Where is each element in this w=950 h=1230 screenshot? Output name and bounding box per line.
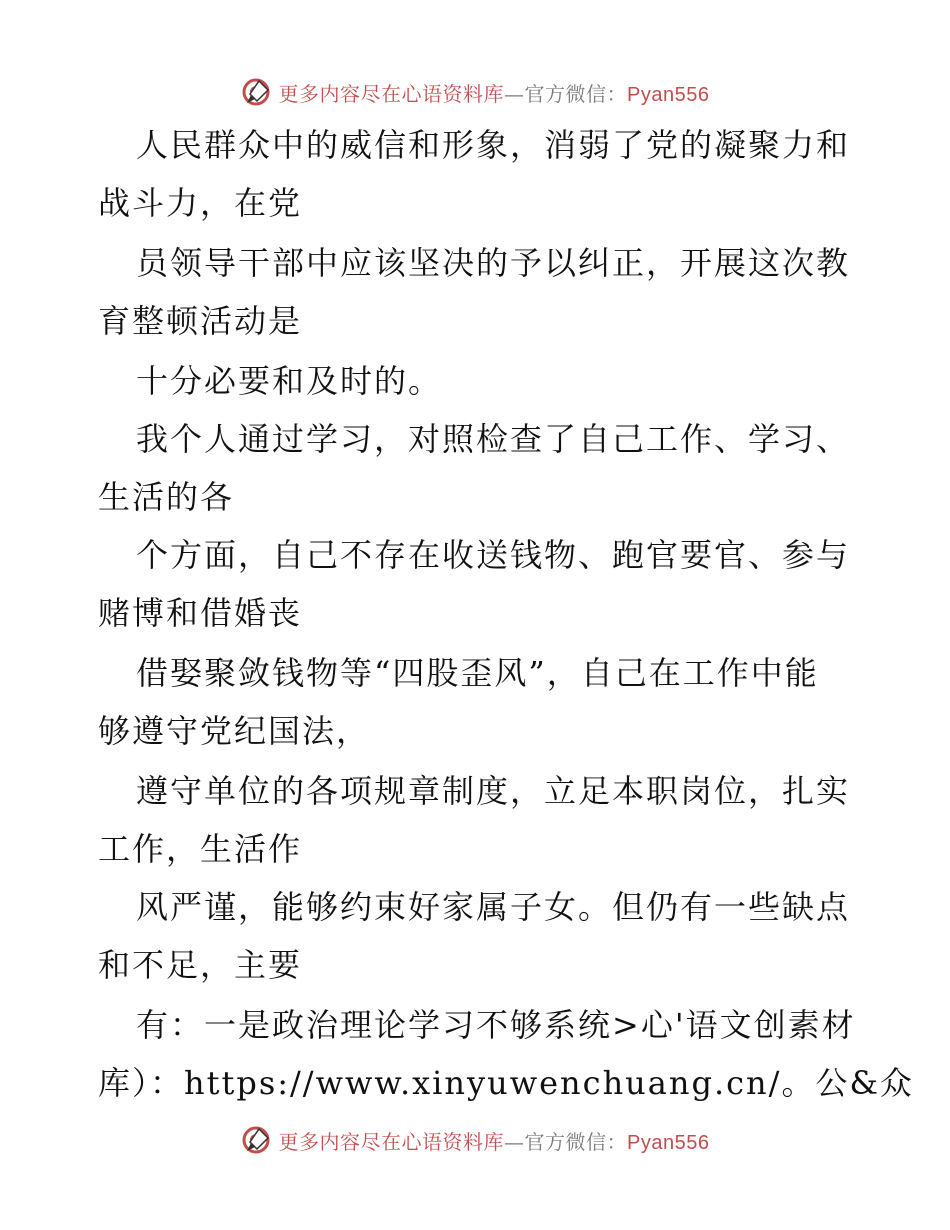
header-tail: 官方微信： <box>524 81 628 106</box>
pen-seal-logo-icon <box>241 77 271 107</box>
body-line: 育整顿活动是 <box>98 302 303 340</box>
body-line: 人民群众中的威信和形象，消弱了党的凝聚力和 <box>136 126 851 164</box>
footer-wechat-id: Pyan556 <box>627 1131 710 1154</box>
body-line: 十分必要和及时的。 <box>136 362 443 400</box>
body-line: 员领导干部中应该坚决的予以纠正，开展这次教 <box>136 244 851 282</box>
body-line: 库）：https://www.xinyuwenchuang.cn/。公&众 <box>98 1064 914 1102</box>
header-banner-text <box>279 78 710 107</box>
footer-separator: — <box>504 1129 525 1154</box>
body-line: 借娶聚敛钱物等“四股歪风”，自己在工作中能 <box>136 654 819 692</box>
body-line: 赌博和借婚丧 <box>98 594 303 632</box>
body-line: 生活的各 <box>98 478 235 516</box>
header-separator: — <box>504 81 525 106</box>
body-line: 遵守单位的各项规章制度，立足本职岗位，扎实 <box>136 772 851 810</box>
footer-tail: 官方微信： <box>524 1129 628 1154</box>
body-line: 和不足，主要 <box>98 946 303 984</box>
body-line: 够遵守党纪国法， <box>98 712 371 750</box>
body-line: 战斗力，在党 <box>98 184 303 222</box>
pen-seal-logo-icon <box>241 1125 271 1155</box>
header-wechat-id: Pyan556 <box>627 83 710 106</box>
footer-banner-text <box>279 1126 710 1155</box>
body-line: 个方面，自己不存在收送钱物、跑官要官、参与 <box>136 536 851 574</box>
header-banner <box>0 72 950 112</box>
body-line: 我个人通过学习，对照检查了自己工作、学习、 <box>136 420 851 458</box>
body-line: 风严谨，能够约束好家属子女。但仍有一些缺点 <box>136 888 851 926</box>
header-brand: 更多内容尽在心语资料库 <box>278 81 505 106</box>
footer-banner <box>0 1120 950 1160</box>
body-line: 有：一是政治理论学习不够系统>心'语文创素材 <box>136 1006 856 1044</box>
footer-brand: 更多内容尽在心语资料库 <box>278 1129 505 1154</box>
body-line: 工作，生活作 <box>98 830 303 868</box>
